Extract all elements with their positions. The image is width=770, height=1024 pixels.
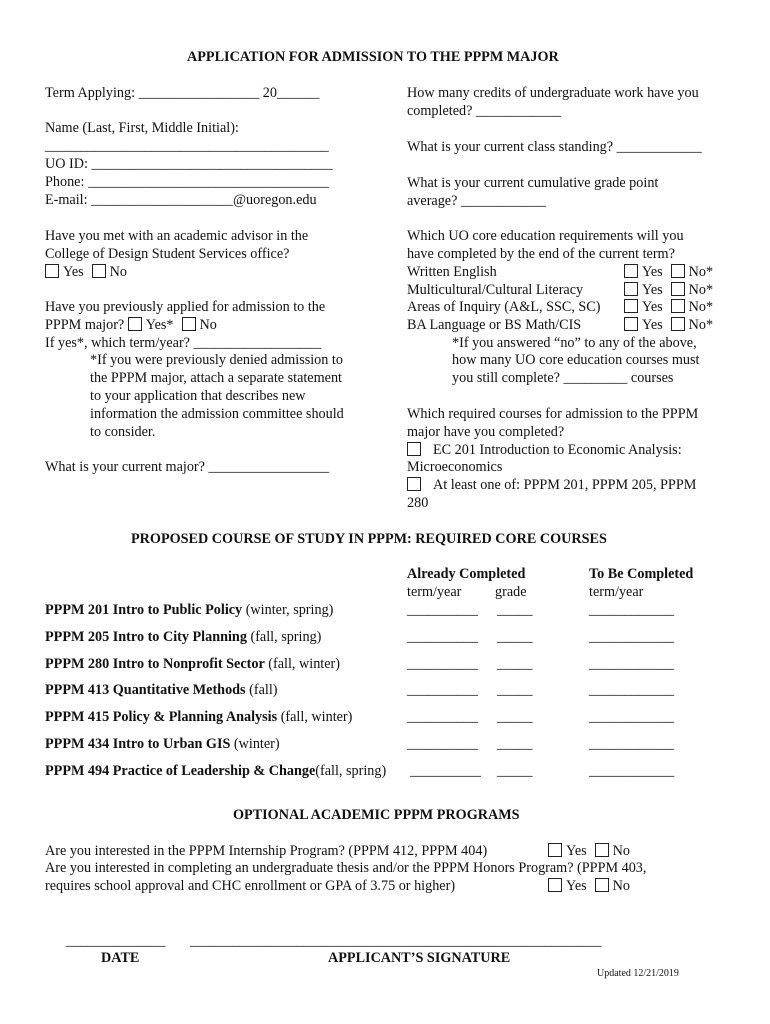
class-standing-field[interactable]: What is your current class standing? ____________ — [407, 139, 702, 155]
credits-question: How many credits of undergraduate work have you — [407, 85, 699, 101]
core-no-checkbox[interactable] — [671, 282, 685, 296]
core-yes-checkbox[interactable] — [624, 282, 638, 296]
gpa-question: What is your current cumulative grade point — [407, 175, 659, 191]
grade-field[interactable]: _____ — [497, 656, 533, 672]
to-be-completed-field[interactable]: ____________ — [589, 682, 675, 698]
thesis-question: Are you interested in completing an undergraduate thesis and/or the PPPM Honors Program? (PPPM 403, — [45, 860, 647, 876]
to-be-completed-field[interactable]: ____________ — [589, 736, 675, 752]
signature-line[interactable]: __________________________________________________________ — [190, 933, 602, 949]
previous-yes-checkbox[interactable] — [128, 317, 142, 331]
completed-term-field[interactable]: __________ — [407, 682, 478, 698]
no-label: No* — [688, 264, 714, 280]
denied-note-3: to your application that describes new — [90, 388, 306, 404]
course-name: PPPM 201 Intro to Public Policy (winter, spring) — [45, 602, 334, 618]
completed-term-field[interactable]: __________ — [407, 629, 478, 645]
already-completed-header: Already Completed — [407, 566, 526, 582]
course-name: PPPM 413 Quantitative Methods (fall) — [45, 682, 278, 698]
grade-field[interactable]: _____ — [497, 602, 533, 618]
advisor-question-cont: College of Design Student Services office? — [45, 246, 290, 262]
no-label: No* — [688, 299, 714, 315]
current-major-field[interactable]: What is your current major? _________________ — [45, 459, 330, 475]
thesis-options — [548, 877, 630, 895]
core-no-checkbox[interactable] — [671, 317, 685, 331]
atleast-label-cont: 280 — [407, 495, 429, 511]
core-item-label: Areas of Inquiry (A&L, SSC, SC) — [407, 299, 601, 315]
yes-label: Yes — [642, 282, 663, 298]
core-ed-question-cont: have completed by the end of the current term? — [407, 246, 675, 262]
optional-programs-heading: OPTIONAL ACADEMIC PPPM PROGRAMS — [233, 807, 520, 823]
yes-label: Yes — [63, 264, 84, 280]
thesis-yes-checkbox[interactable] — [548, 878, 562, 892]
term-year-subheader: term/year — [407, 584, 462, 600]
no-label: No* — [688, 282, 714, 298]
core-item-options — [624, 281, 713, 299]
completed-term-field[interactable]: __________ — [407, 602, 478, 618]
to-be-completed-header: To Be Completed — [589, 566, 694, 582]
to-be-completed-field[interactable]: ____________ — [589, 602, 675, 618]
internship-yes-checkbox[interactable] — [548, 843, 562, 857]
course-name: PPPM 494 Practice of Leadership & Change(fall, spring) — [45, 763, 387, 779]
atleast-label: At least one of: PPPM 201, PPPM 205, PPPM — [433, 477, 697, 493]
ec201-checkbox[interactable] — [407, 442, 421, 456]
core-item-label: BA Language or BS Math/CIS — [407, 317, 582, 333]
course-name: PPPM 434 Intro to Urban GIS (winter) — [45, 736, 280, 752]
core-item-label: Written English — [407, 264, 497, 280]
yes-label: Yes — [642, 317, 663, 333]
to-be-completed-field[interactable]: ____________ — [589, 656, 675, 672]
name-label: Name (Last, First, Middle Initial): — [45, 120, 239, 136]
which-term-field[interactable]: If yes*, which term/year? __________________ — [45, 335, 322, 351]
credits-field[interactable]: completed? ____________ — [407, 103, 562, 119]
thesis-no-checkbox[interactable] — [595, 878, 609, 892]
core-item-options — [624, 263, 713, 281]
no-label: No — [109, 264, 127, 280]
internship-question: Are you interested in the PPPM Internship Program? (PPPM 412, PPPM 404) — [45, 843, 488, 859]
core-no-checkbox[interactable] — [671, 264, 685, 278]
grade-field[interactable]: _____ — [497, 682, 533, 698]
signature-label: APPLICANT’S SIGNATURE — [328, 950, 511, 966]
completed-term-field[interactable]: __________ — [407, 736, 478, 752]
grade-field[interactable]: _____ — [497, 763, 533, 779]
denied-note-4: information the admission committee should — [90, 406, 344, 422]
previous-applied-label: PPPM major? — [45, 317, 125, 333]
course-name: PPPM 280 Intro to Nonprofit Sector (fall, winter) — [45, 656, 340, 672]
name-field[interactable]: ________________________________________ — [45, 138, 329, 154]
core-yes-checkbox[interactable] — [624, 264, 638, 278]
denied-note-2: the PPPM major, attach a separate statement — [90, 370, 342, 386]
completed-term-field[interactable]: __________ — [410, 763, 481, 779]
previous-no-checkbox[interactable] — [182, 317, 196, 331]
core-item-options — [624, 298, 713, 316]
updated-date: Updated 12/21/2019 — [597, 968, 679, 979]
core-item-options — [624, 316, 713, 334]
term-year-subheader: term/year — [589, 584, 644, 600]
denied-note-5: to consider. — [90, 424, 156, 440]
to-be-completed-field[interactable]: ____________ — [589, 763, 675, 779]
grade-subheader: grade — [495, 584, 527, 600]
completed-term-field[interactable]: __________ — [407, 709, 478, 725]
no-label: No — [612, 878, 630, 894]
yes-label: Yes — [642, 264, 663, 280]
yes-label: Yes — [566, 878, 587, 894]
core-item-label: Multicultural/Cultural Literacy — [407, 282, 584, 298]
yes-star-label: Yes* — [145, 317, 174, 333]
yes-label: Yes — [566, 843, 587, 859]
to-be-completed-field[interactable]: ____________ — [589, 629, 675, 645]
email-field[interactable]: E-mail: ____________________@uoregon.edu — [45, 192, 317, 208]
advisor-no-checkbox[interactable] — [92, 264, 106, 278]
ec201-option — [407, 441, 682, 459]
internship-no-checkbox[interactable] — [595, 843, 609, 857]
course-name: PPPM 415 Policy & Planning Analysis (fall, winter) — [45, 709, 353, 725]
term-applying-field[interactable]: Term Applying: _________________ 20______ — [45, 85, 320, 101]
completed-term-field[interactable]: __________ — [407, 656, 478, 672]
atleast-checkbox[interactable] — [407, 477, 421, 491]
no-label: No — [199, 317, 217, 333]
grade-field[interactable]: _____ — [497, 736, 533, 752]
core-courses-heading: PROPOSED COURSE OF STUDY IN PPPM: REQUIRED CORE COURSES — [131, 531, 607, 547]
required-courses-question: Which required courses for admission to the PPPM — [407, 406, 699, 422]
gpa-field[interactable]: average? ____________ — [407, 193, 547, 209]
no-label: No — [612, 843, 630, 859]
ec201-label-cont: Microeconomics — [407, 459, 503, 475]
grade-field[interactable]: _____ — [497, 629, 533, 645]
page-title: APPLICATION FOR ADMISSION TO THE PPPM MAJOR — [187, 49, 559, 65]
required-courses-question-cont: major have you completed? — [407, 424, 565, 440]
core-ed-question: Which UO core education requirements will you — [407, 228, 684, 244]
atleast-option — [407, 476, 696, 494]
core-no-checkbox[interactable] — [671, 299, 685, 313]
advisor-options — [45, 263, 127, 281]
no-label: No* — [688, 317, 714, 333]
no-note-2: how many UO core education courses must — [452, 352, 700, 368]
previous-applied-question: Have you previously applied for admission to the — [45, 299, 326, 315]
yes-label: Yes — [642, 299, 663, 315]
ec201-label: EC 201 Introduction to Economic Analysis: — [433, 442, 682, 458]
course-name: PPPM 205 Intro to City Planning (fall, spring) — [45, 629, 322, 645]
advisor-yes-checkbox[interactable] — [45, 264, 59, 278]
no-note-1: *If you answered “no” to any of the above, — [452, 335, 697, 351]
remaining-courses-field[interactable]: you still complete? _________ courses — [452, 370, 674, 386]
internship-options — [548, 842, 630, 860]
denied-note-1: *If you were previously denied admission to — [90, 352, 343, 368]
grade-field[interactable]: _____ — [497, 709, 533, 725]
date-line[interactable]: ______________ — [66, 933, 166, 949]
thesis-question-cont: requires school approval and CHC enrollment or GPA of 3.75 or higher) — [45, 878, 456, 894]
phone-field[interactable]: Phone: __________________________________ — [45, 174, 330, 190]
advisor-question: Have you met with an academic advisor in the — [45, 228, 309, 244]
date-label: DATE — [101, 950, 140, 966]
core-yes-checkbox[interactable] — [624, 317, 638, 331]
previous-applied-options — [45, 316, 217, 334]
to-be-completed-field[interactable]: ____________ — [589, 709, 675, 725]
core-yes-checkbox[interactable] — [624, 299, 638, 313]
uo-id-field[interactable]: UO ID: __________________________________ — [45, 156, 333, 172]
